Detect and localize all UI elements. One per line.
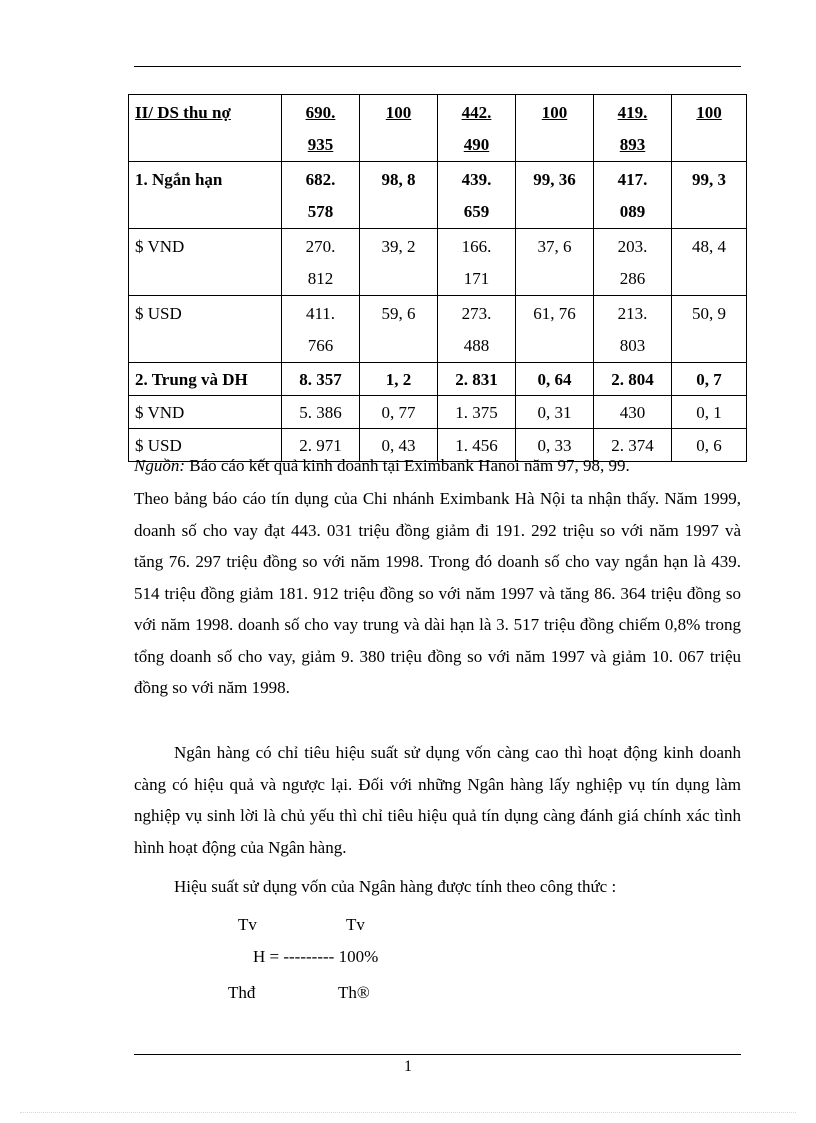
formula-tv-right: Tv bbox=[346, 915, 365, 934]
row-label: 1. Ngắn hạn bbox=[129, 162, 282, 229]
row-label: $ USD bbox=[129, 296, 282, 363]
table-row: 1. Ngắn hạn 682. 578 98, 8 439. 659 99, 36 417. 089 99, 3 bbox=[129, 162, 747, 229]
credit-table bbox=[128, 94, 747, 462]
page-edge bbox=[20, 1112, 796, 1113]
paragraph-formula-intro: Hiệu suất sử dụng vốn của Ngân hàng được tính theo công thức : bbox=[174, 877, 617, 896]
table-row: $ VND 5. 386 0, 77 1. 375 0, 31 430 0, 1 bbox=[129, 396, 747, 429]
formula-equation: H = --------- 100% bbox=[253, 947, 379, 966]
table-row: $ VND 270. 812 39, 2 166. 171 37, 6 203. 286 48, 4 bbox=[129, 229, 747, 296]
paragraph-analysis: Theo bảng báo cáo tín dụng của Chi nhánh Eximbank Hà Nội ta nhận thấy. Năm 1999, doanh số cho vay đạt 443. 031 triệu đồng giảm đi 191. 292 triệu so với năm 1997 và tăng 76. 297 triệu đồng so với năm 1998. Trong đó doanh số cho vay ngắn hạn là 439. 514 triệu đồng giảm 181. 912 triệu đồng so với năm 1997 và tăng 86. 364 triệu đồng so với năm 1998. doanh số cho vay trung và dài hạn là 3. 517 triệu đồng chiếm 0,8% trong tổng doanh số cho vay, giảm 9. 380 triệu đồng so với năm 1997 và giảm 10. 067 triệu đồng so với năm 1998. bbox=[134, 489, 741, 697]
page-number: 1 bbox=[404, 1058, 412, 1075]
table-row: $ USD 2. 971 0, 43 1. 456 0, 33 2. 374 0, 6 bbox=[129, 429, 747, 462]
row-label: $ VND bbox=[129, 396, 282, 429]
table-row: $ USD 411. 766 59, 6 273. 488 61, 76 213. 803 50, 9 bbox=[129, 296, 747, 363]
source-text: Báo cáo kết quả kinh doanh tại Eximbank Hanoi năm 97, 98, 99. bbox=[185, 456, 630, 475]
source-label: Nguồn: bbox=[134, 456, 185, 475]
table-row: II/ DS thu nợ 690. 935 100 442. 490 100 419. 893 100 bbox=[129, 95, 747, 162]
source-note bbox=[134, 455, 630, 477]
formula-th-left: Thđ bbox=[228, 983, 256, 1002]
row-label: $ USD bbox=[129, 429, 282, 462]
header-rule bbox=[134, 66, 741, 67]
row-label: 2. Trung và DH bbox=[129, 363, 282, 396]
paragraph-efficiency: Ngân hàng có chỉ tiêu hiệu suất sử dụng vốn càng cao thì hoạt động kinh doanh càng có hiệu quả và ngược lại. Đối với những Ngân hàng lấy nghiệp vụ tín dụng làm nghiệp vụ sinh lời là chủ yếu thì chỉ tiêu hiệu quả tín dụng càng đánh giá chính xác tình hình hoạt động của Ngân hàng. bbox=[134, 743, 741, 857]
footer-rule bbox=[134, 1054, 741, 1055]
table-row: 2. Trung và DH 8. 357 1, 2 2. 831 0, 64 2. 804 0, 7 bbox=[129, 363, 747, 396]
formula-tv-left: Tv bbox=[238, 915, 257, 934]
row-label: $ VND bbox=[129, 229, 282, 296]
formula-th-right: Th® bbox=[338, 983, 370, 1002]
row-label: II/ DS thu nợ bbox=[129, 95, 282, 162]
